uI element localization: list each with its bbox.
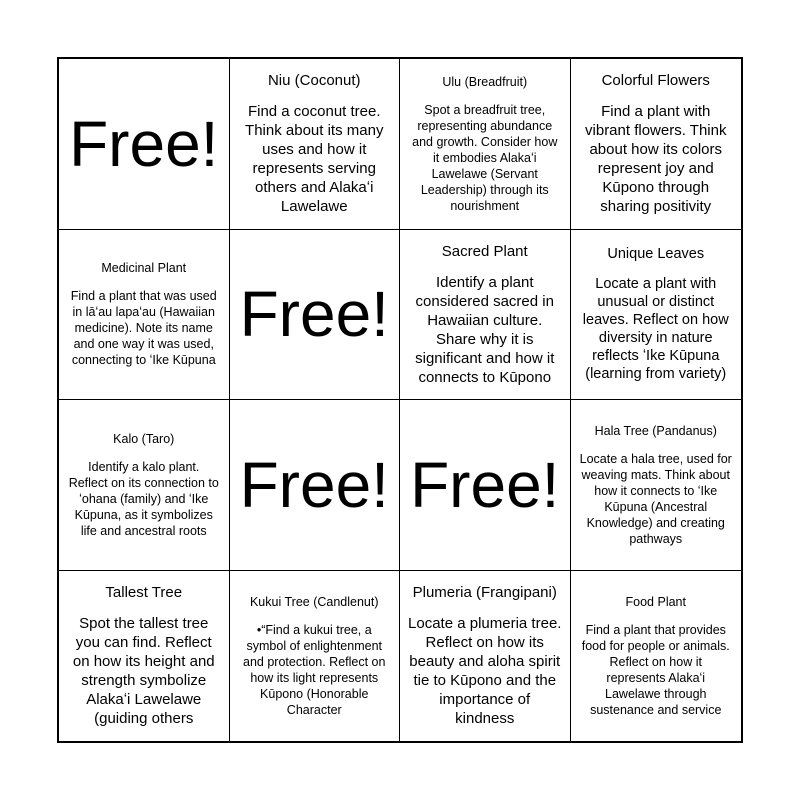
cell-description: Find a plant that was used in lāʻau lapaʻau (Hawaiian medicine). Note its name and one way it was used, connecting to ʻIke Kūpuna <box>70 289 217 368</box>
bingo-cell-ulu[interactable] <box>400 59 571 230</box>
cell-title: Medicinal Plant <box>101 261 187 276</box>
bingo-cell-tallest-tree[interactable] <box>59 571 230 742</box>
cell-description: Find a coconut tree. Think about its many uses and how it represents serving others and Alakaʻi Lawelawe <box>245 103 384 216</box>
cell-description: Locate a hala tree, used for weaving mats. Think about how it connects to ʻIke Kūpuna (Ancestral Knowledge) and creating pathways <box>579 451 732 546</box>
cell-description: Locate a plant with unusual or distinct leaves. Reflect on how diversity in nature reflects ʻIke Kūpuna (learning from variety) <box>582 276 729 383</box>
bingo-cell-plumeria[interactable] <box>400 571 571 742</box>
cell-description: Spot the tallest tree you can find. Reflect on how its height and strength symbolize Alakaʻi Lawelawe (guiding others <box>72 615 215 728</box>
bingo-cell-free[interactable] <box>230 400 401 571</box>
bingo-cell-unique-leaves[interactable] <box>571 230 742 401</box>
cell-description: Identify a plant considered sacred in Hawaiian culture. Share why it is significant and how it connects to Kūpono <box>415 273 555 386</box>
bingo-cell-food-plant[interactable] <box>571 571 742 742</box>
free-space-label: Free! <box>239 448 389 521</box>
bingo-cell-sacred-plant[interactable] <box>400 230 571 401</box>
cell-title: Unique Leaves <box>607 246 705 263</box>
cell-description: Find a plant with vibrant flowers. Think about how its colors represent joy and Kūpono through sharing positivity <box>585 103 727 216</box>
bingo-cell-kukui-tree[interactable] <box>230 571 401 742</box>
free-space-label: Free! <box>239 278 389 351</box>
cell-title: Tallest Tree <box>105 584 183 602</box>
cell-title: Niu (Coconut) <box>267 72 361 90</box>
bingo-cell-kalo[interactable] <box>59 400 230 571</box>
bingo-cell-colorful-flowers[interactable] <box>571 59 742 230</box>
cell-title: Ulu (Breadfruit) <box>442 74 528 89</box>
cell-title: Kalo (Taro) <box>113 431 175 446</box>
cell-title: Kukui Tree (Candlenut) <box>249 594 379 609</box>
bingo-cell-free[interactable] <box>59 59 230 230</box>
cell-title: Food Plant <box>625 594 686 609</box>
bingo-cell-medicinal-plant[interactable] <box>59 230 230 401</box>
bingo-cell-hala-tree[interactable] <box>571 400 742 571</box>
bingo-cell-free[interactable] <box>400 400 571 571</box>
cell-title: Hala Tree (Pandanus) <box>594 423 717 438</box>
bingo-cell-free[interactable] <box>230 230 401 401</box>
cell-title: Colorful Flowers <box>601 72 710 90</box>
cell-description: Identify a kalo plant. Reflect on its connection to ʻohana (family) and ʻIke Kūpuna, as it symbolizes life and ancestral roots <box>68 459 219 538</box>
bingo-board <box>57 57 743 743</box>
bingo-cell-niu[interactable] <box>230 59 401 230</box>
cell-description: Find a plant that provides food for people or animals. Reflect on how it represents Alakaʻi Lawelawe through sustenance and service <box>581 622 730 717</box>
cell-title: Plumeria (Frangipani) <box>412 584 557 602</box>
cell-description: Locate a plumeria tree. Reflect on how its beauty and aloha spirit tie to Kūpono and the importance of kindness <box>408 615 562 728</box>
free-space-label: Free! <box>69 107 219 180</box>
cell-description: •“Find a kukui tree, a symbol of enlightenment and protection. Reflect on how its light represents Kūpono (Honorable Character <box>243 622 386 717</box>
cell-title: Sacred Plant <box>441 242 528 260</box>
cell-description: Spot a breadfruit tree, representing abundance and growth. Consider how it embodies Alakaʻi Lawelawe (Servant Leadership) through its nourishment <box>412 102 558 213</box>
free-space-label: Free! <box>410 448 560 521</box>
